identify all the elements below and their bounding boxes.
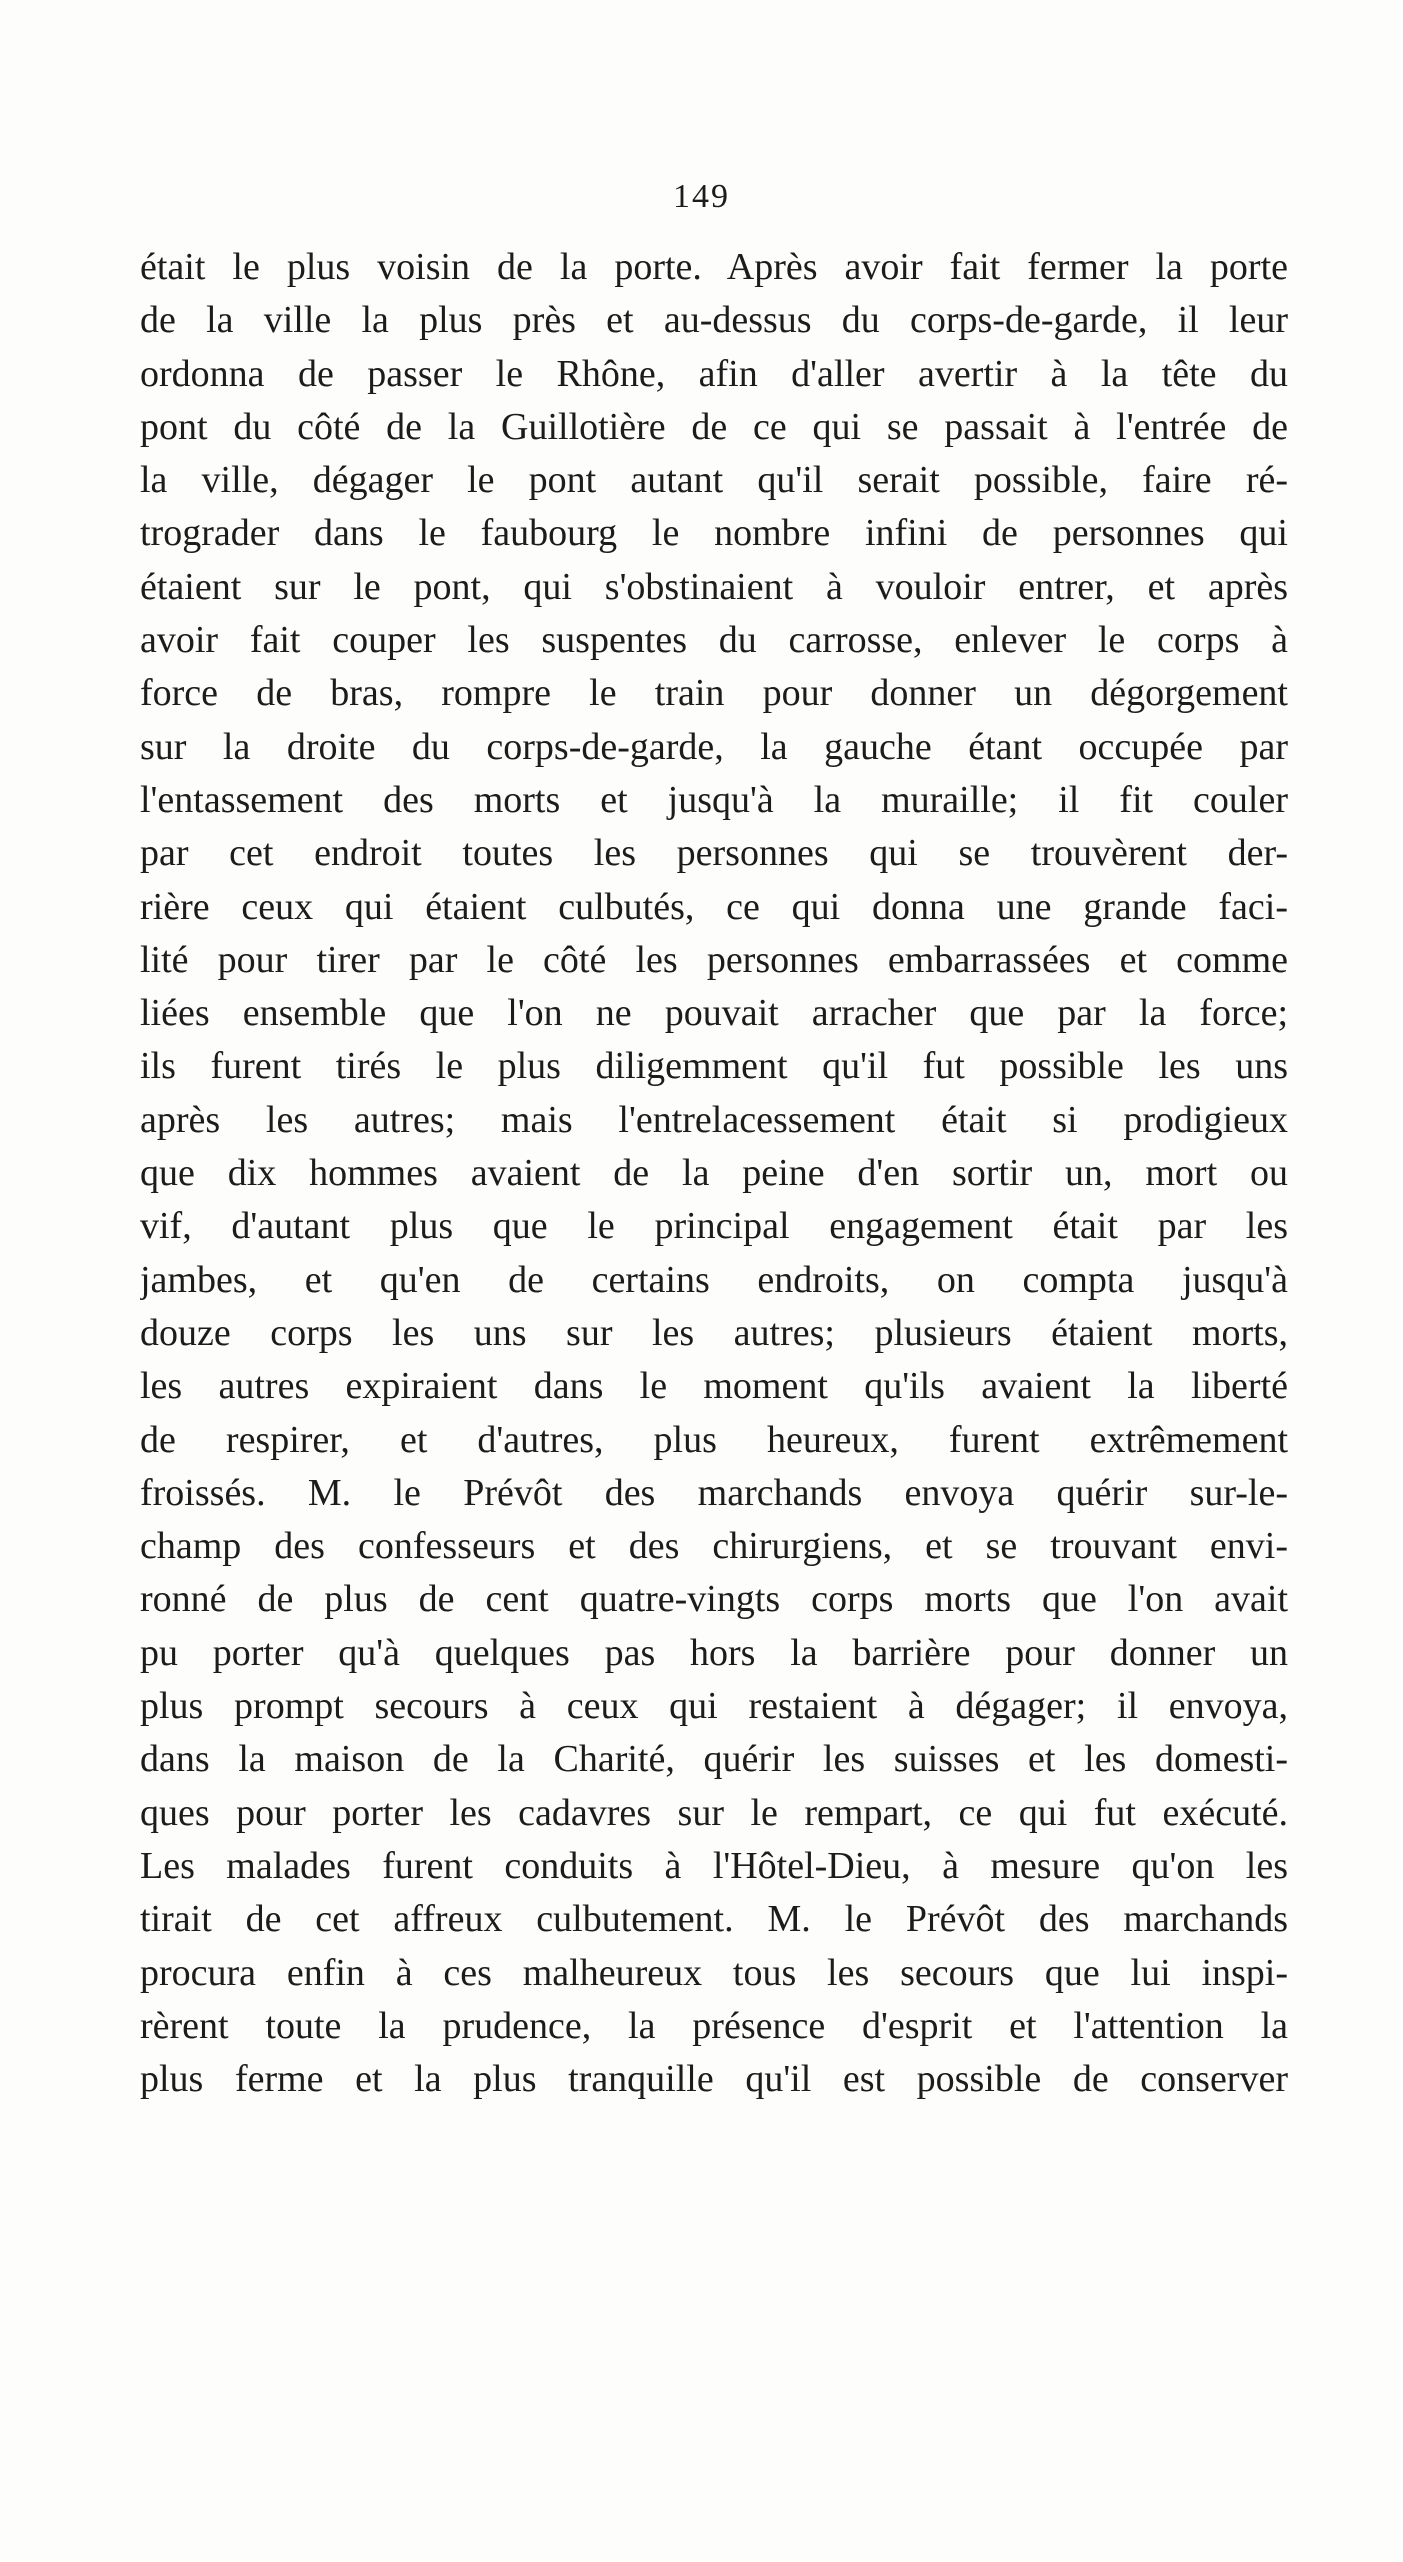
text-line: ordonna de passer le Rhône, afin d'aller avertir à la tête du	[140, 352, 1288, 395]
text-line: douze corps les uns sur les autres; plusieurs étaient morts,	[140, 1311, 1288, 1354]
text-line: les autres expiraient dans le moment qu'ils avaient la liberté	[140, 1365, 1288, 1408]
text-line: la ville, dégager le pont autant qu'il serait possible, faire ré-	[140, 459, 1288, 502]
text-line: sur la droite du corps-de-garde, la gauche étant occupée par	[140, 725, 1288, 768]
text-line: rière ceux qui étaient culbutés, ce qui donna une grande faci-	[140, 885, 1288, 928]
text-line: avoir fait couper les suspentes du carrosse, enlever le corps à	[140, 619, 1288, 662]
text-line: étaient sur le pont, qui s'obstinaient à vouloir entrer, et après	[140, 565, 1288, 608]
text-line: après les autres; mais l'entrelacessement était si prodigieux	[140, 1098, 1288, 1141]
text-line: force de bras, rompre le train pour donner un dégorgement	[140, 672, 1288, 715]
text-line: ils furent tirés le plus diligemment qu'il fut possible les uns	[140, 1045, 1288, 1088]
text-line: champ des confesseurs et des chirurgiens, et se trouvant envi-	[140, 1525, 1288, 1568]
text-line: tirait de cet affreux culbutement. M. le Prévôt des marchands	[140, 1898, 1288, 1941]
text-line: Les malades furent conduits à l'Hôtel-Dieu, à mesure qu'on les	[140, 1844, 1288, 1887]
text-line: pont du côté de la Guillotière de ce qui se passait à l'entrée de	[140, 405, 1288, 448]
text-line: ronné de plus de cent quatre-vingts corps morts que l'on avait	[140, 1578, 1288, 1621]
text-line: dans la maison de la Charité, quérir les suisses et les domesti-	[140, 1738, 1288, 1781]
text-line: ques pour porter les cadavres sur le rempart, ce qui fut exécuté.	[140, 1791, 1288, 1834]
text-line: que dix hommes avaient de la peine d'en sortir un, mort ou	[140, 1152, 1288, 1195]
text-line: plus prompt secours à ceux qui restaient à dégager; il envoya,	[140, 1685, 1288, 1728]
page-number: 149	[673, 178, 730, 215]
text-line: trograder dans le faubourg le nombre infini de personnes qui	[140, 512, 1288, 555]
text-line: rèrent toute la prudence, la présence d'esprit et l'attention la	[140, 2004, 1288, 2047]
body-text	[140, 241, 1288, 2106]
text-line: de respirer, et d'autres, plus heureux, furent extrêmement	[140, 1418, 1288, 1461]
text-line: plus ferme et la plus tranquille qu'il est possible de conserver	[140, 2058, 1288, 2101]
text-line: liées ensemble que l'on ne pouvait arracher que par la force;	[140, 992, 1288, 1035]
text-line: était le plus voisin de la porte. Après avoir fait fermer la porte	[140, 246, 1288, 288]
text-line: l'entassement des morts et jusqu'à la muraille; il fit couler	[140, 778, 1288, 821]
text-line: par cet endroit toutes les personnes qui se trouvèrent der-	[140, 832, 1288, 875]
text-line: froissés. M. le Prévôt des marchands envoya quérir sur-le-	[140, 1471, 1288, 1514]
text-line: jambes, et qu'en de certains endroits, on compta jusqu'à	[140, 1258, 1288, 1301]
text-line: procura enfin à ces malheureux tous les secours que lui inspi-	[140, 1951, 1288, 1994]
text-line: pu porter qu'à quelques pas hors la barrière pour donner un	[140, 1631, 1288, 1674]
text-line: de la ville la plus près et au-dessus du corps-de-garde, il leur	[140, 299, 1288, 342]
text-line: vif, d'autant plus que le principal engagement était par les	[140, 1205, 1288, 1248]
text-line: lité pour tirer par le côté les personnes embarrassées et comme	[140, 938, 1288, 981]
